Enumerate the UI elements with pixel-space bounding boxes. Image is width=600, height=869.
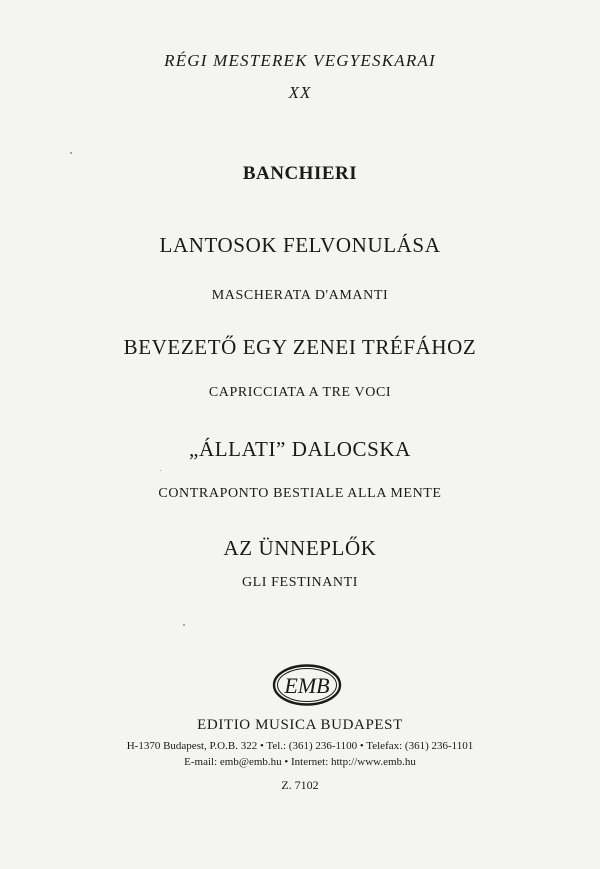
publisher-name: EDITIO MUSICA BUDAPEST xyxy=(197,717,403,733)
catalog-number: Z. 7102 xyxy=(281,778,319,792)
work-title: AZ ÜNNEPLŐK xyxy=(223,536,377,560)
work-title: LANTOSOK FELVONULÁSA xyxy=(159,233,441,257)
work-subtitle: MASCHERATA D'AMANTI xyxy=(211,288,389,303)
work-subtitle: CONTRAPONTO BESTIALE ALLA MENTE xyxy=(158,486,442,501)
composer-name: BANCHIERI xyxy=(242,163,358,184)
work-title: „ÁLLATI” DALOCSKA xyxy=(189,437,411,461)
paper-speck xyxy=(183,624,185,626)
volume-number: XX xyxy=(288,83,312,102)
series-title: RÉGI MESTEREK VEGYESKARAI xyxy=(164,51,436,70)
publisher-address: H-1370 Budapest, P.O.B. 322 • Tel.: (361) 236-1100 • Telefax: (361) 236-1101 xyxy=(126,740,474,752)
emb-logo-icon xyxy=(272,663,342,707)
paper-speck xyxy=(160,470,161,471)
work-title: BEVEZETŐ EGY ZENEI TRÉFÁHOZ xyxy=(123,335,477,359)
publisher-contact: E-mail: emb@emb.hu • Internet: http://www.emb.hu xyxy=(184,756,416,768)
paper-speck xyxy=(70,152,72,154)
work-subtitle: CAPRICCIATA A TRE VOCI xyxy=(208,385,392,400)
work-subtitle: GLI FESTINANTI xyxy=(241,575,359,590)
logo-text: EMB xyxy=(284,673,330,698)
